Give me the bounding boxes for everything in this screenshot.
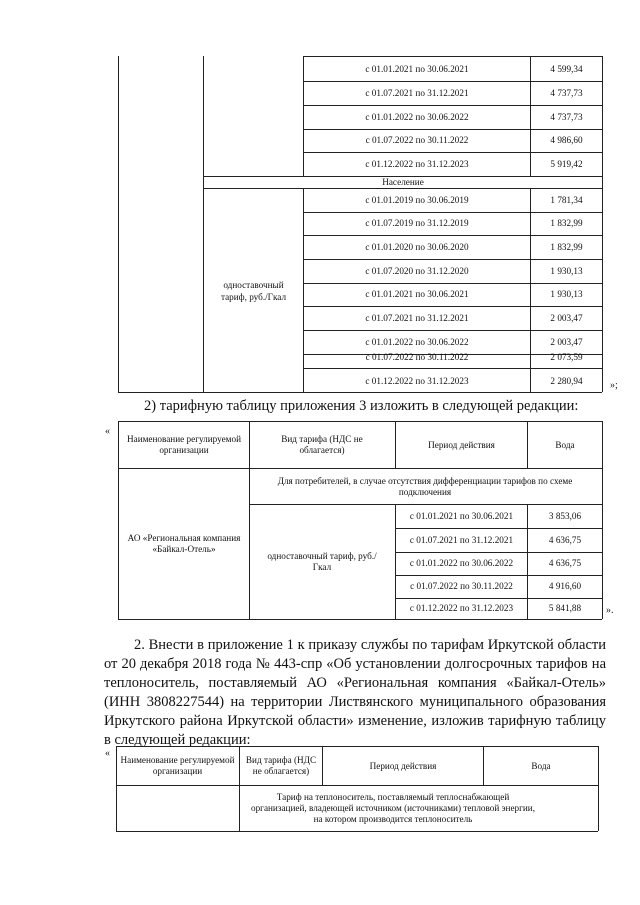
period-cell: с 01.12.2022 по 31.12.2023 — [409, 603, 514, 613]
section-label: Население — [382, 176, 424, 187]
value-cell: 2 003,47 — [550, 336, 583, 347]
paragraph-2: 2. Внести в приложение 1 к приказу службы по тарифам Иркутской области от 20 декабря 2018 года № 443-спр «Об установлении долгосрочных тарифов на теплоноситель, поставляемый АО «Региональная компания «Байкал-Отель» (ИНН 3808227544) на территории Листвянского муниципального образования Иркутского района Иркутской области» изменение, изложив тарифную таблицу в следующей редакции: — [104, 637, 606, 748]
value-cell: 1 781,34 — [550, 194, 583, 205]
period-cell: с 01.07.2021 по 31.12.2021 — [365, 87, 469, 98]
value-cell: 4 737,73 — [550, 111, 583, 122]
period-cell: с 01.07.2021 по 31.12.2021 — [409, 534, 514, 545]
value-cell: 1 930,13 — [550, 265, 583, 276]
header-period: Период действия — [369, 760, 437, 771]
org-name: АО «Региональная компания «Байкал-Отель» — [127, 533, 241, 554]
period-cell: с 01.07.2020 по 31.12.2020 — [365, 265, 469, 276]
period-cell: с 01.07.2022 по 30.11.2022 — [365, 135, 469, 145]
open-quote: « — [105, 748, 110, 759]
period-cell: с 01.01.2019 по 30.06.2019 — [365, 194, 469, 205]
period-cell: с 01.12.2022 по 31.12.2023 — [365, 375, 469, 386]
value-cell: 1 832,99 — [550, 218, 583, 228]
consumers-note: Для потребителей, в случае отсутствия дифференциации тарифов по схеме подключения — [277, 475, 573, 497]
period-cell: с 01.01.2021 по 30.06.2021 — [365, 63, 469, 74]
period-cell: с 01.01.2022 по 30.06.2022 — [365, 336, 469, 347]
period-cell: с 01.12.2022 по 31.12.2023 — [365, 158, 469, 169]
value-cell: 1 930,13 — [550, 289, 583, 299]
value-cell: 4 636,75 — [548, 558, 582, 568]
value-cell: 4 916,60 — [548, 581, 582, 591]
header-org: Наименование регулируемой организации — [126, 434, 241, 455]
value-cell: 5 841,88 — [548, 603, 582, 613]
period-cell: с 01.01.2021 по 30.06.2021 — [409, 510, 514, 521]
period-cell: с 01.07.2022 по 30.11.2022 — [410, 581, 513, 591]
period-cell: с 01.07.2022 по 30.11.2022 — [365, 351, 469, 362]
period-cell: с 01.01.2022 по 30.06.2022 — [365, 111, 469, 122]
value-cell: 4 986,60 — [550, 135, 583, 145]
value-cell: 3 853,06 — [548, 510, 582, 521]
value-cell: 5 919,42 — [550, 158, 583, 169]
value-cell: 4 599,34 — [550, 63, 583, 74]
tariff-type: одноставочный тариф, руб./Гкал — [267, 551, 377, 572]
value-cell: 4 636,75 — [548, 534, 582, 545]
open-quote: « — [105, 426, 110, 437]
value-cell: 2 003,47 — [550, 312, 583, 323]
value-cell: 2 073,59 — [550, 351, 583, 362]
period-cell: с 01.01.2021 по 30.06.2021 — [365, 289, 469, 299]
period-cell: с 01.07.2019 по 31.12.2019 — [365, 218, 469, 228]
period-cell: с 01.07.2021 по 31.12.2021 — [365, 312, 469, 323]
header-tariff: Вид тарифа (НДС не облагается) — [245, 755, 317, 776]
value-cell: 1 832,99 — [550, 241, 583, 252]
header-org: Наименование регулируемой организации — [120, 755, 235, 776]
tariff-note: Тариф на теплоноситель, поставляемый теплоснабжающей организацией, владеющей источником (источниками) тепловой энергии, на котором производится теплоноситель — [250, 791, 536, 824]
header-period: Период действия — [428, 439, 495, 450]
value-cell: 4 737,73 — [550, 87, 583, 98]
closing-mark: ». — [606, 605, 614, 616]
closing-mark: »; — [610, 380, 618, 391]
period-cell: с 01.01.2020 по 30.06.2020 — [365, 241, 469, 252]
value-cell: 2 280,94 — [550, 375, 583, 386]
header-water: Вода — [555, 439, 575, 450]
paragraph-1: 2) тарифную таблицу приложения 3 изложить в следующей редакции: — [144, 398, 579, 414]
header-water: Вода — [531, 760, 551, 771]
header-tariff: Вид тарифа (НДС не облагается) — [281, 434, 363, 455]
period-cell: с 01.01.2022 по 30.06.2022 — [409, 558, 514, 568]
tariff-type: одноставочный тариф, руб./Гкал — [220, 279, 287, 302]
